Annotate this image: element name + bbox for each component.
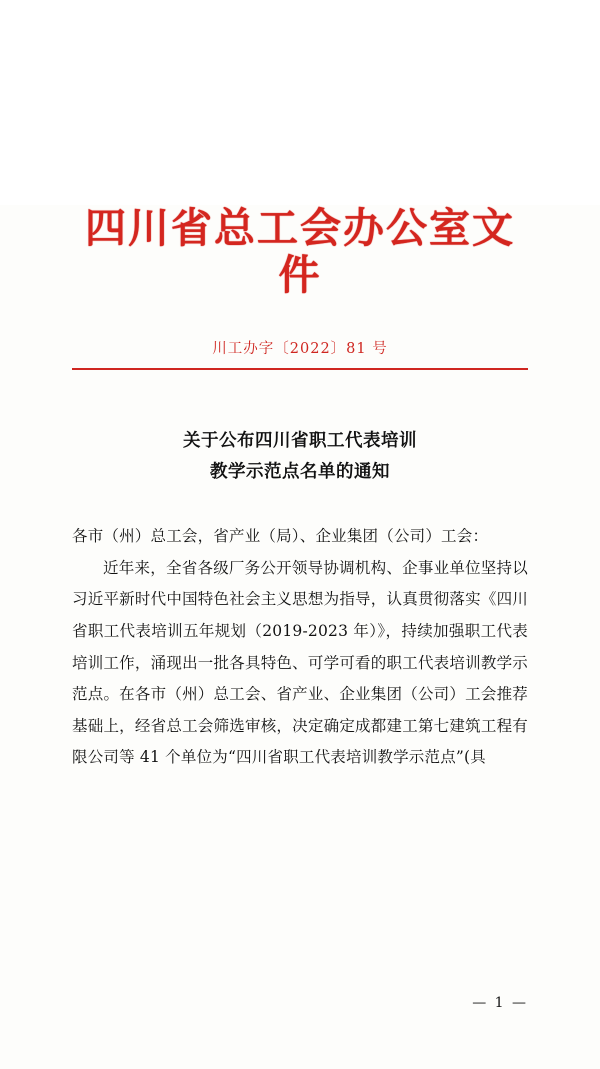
document-body [72, 521, 528, 774]
document-title [72, 426, 528, 487]
document-title-line-2: 教学示范点名单的通知 [210, 461, 390, 482]
document-page [0, 205, 600, 1069]
page-number: — 1 — [472, 995, 528, 1011]
document-number: 川工办字〔2022〕81 号 [212, 341, 388, 358]
salutation-line: 各市（州）总工会，省产业（局）、企业集团（公司）工会： [72, 527, 489, 546]
red-divider-rule [72, 368, 528, 370]
document-masthead: 四川省总工会办公室文件 [85, 204, 515, 300]
document-title-line-1: 关于公布四川省职工代表培训 [183, 430, 417, 451]
body-paragraph-1: 近年来，全省各级厂务公开领导协调机构、企事业单位坚持以习近平新时代中国特色社会主义思想为指导，认真贯彻落实《四川省职工代表培训五年规划（2019-2023 年）》，持续加强职工代表培训工作，涌现出一批各具特色、可学可看的职工代表培训教学示范点。在各市（州）总工会、省产业、企业集团（公司）工会推荐基础上，经省总工会筛选审核，决定确定成都建工第七建筑工程有限公司等 41 个单位为“四川省职工代表培训教学示范点”(具 [72, 558, 528, 767]
